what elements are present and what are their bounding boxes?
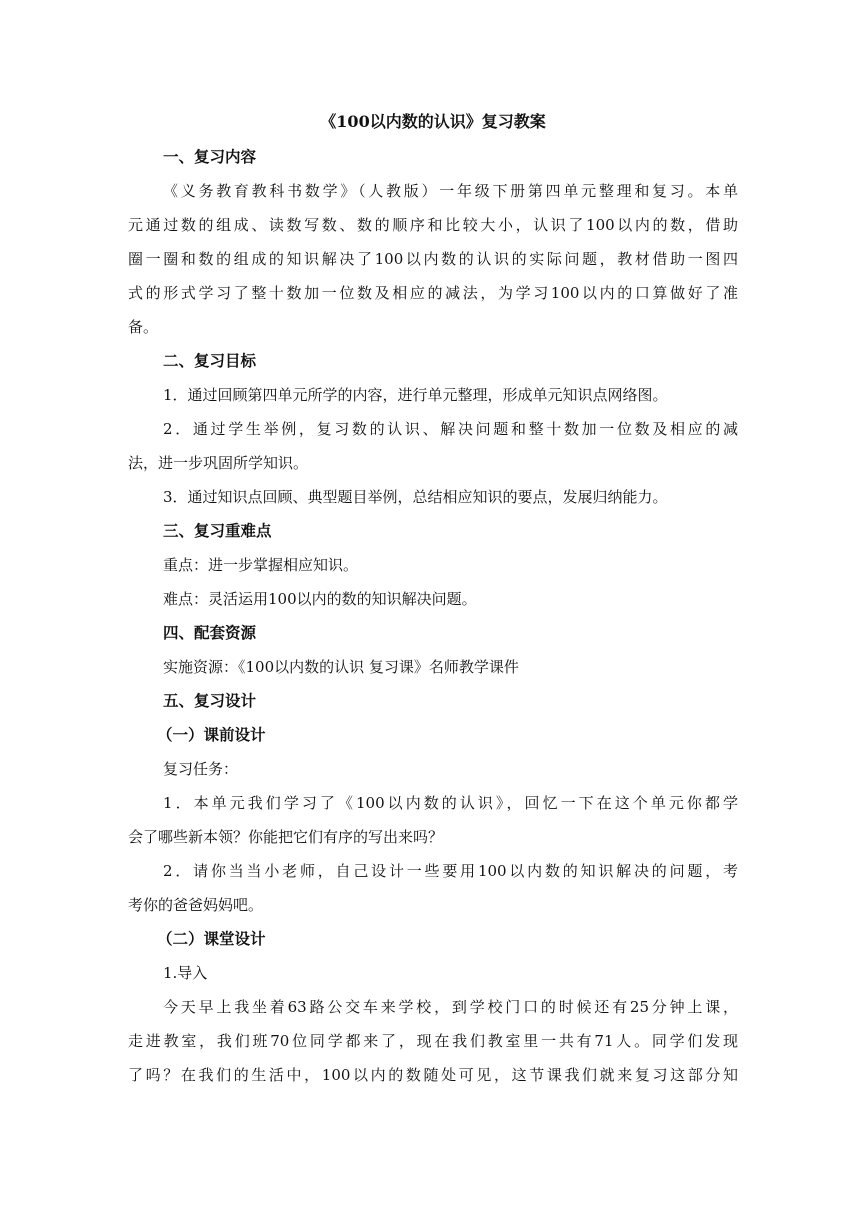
paragraph-line: 式的形式学习了整十数加一位数及相应的减法，为学习100以内的口算做好了准 (128, 284, 738, 302)
section-heading-content: 一、复习内容 (163, 147, 257, 166)
section-heading-design: 五、复习设计 (163, 691, 257, 710)
intro-label: 1.导入 (163, 964, 208, 982)
goal-line: 2．通过学生举例，复习数的认识、解决问题和整十数加一位数及相应的减 (163, 420, 738, 438)
key-point-line: 重点：进一步掌握相应知识。 (163, 556, 359, 574)
task-label: 复习任务： (163, 760, 239, 778)
task-line: 1．本单元我们学习了《100以内数的认识》，回忆一下在这个单元你都学 (163, 794, 738, 812)
document-title: 《100以内数的认识》复习教案 (320, 112, 546, 131)
subsection-heading-in-class: （二）课堂设计 (157, 929, 266, 948)
difficult-point-line: 难点：灵活运用100以内的数的知识解决问题。 (163, 590, 477, 608)
intro-line: 了吗？在我们的生活中，100以内的数随处可见，这节课我们就来复习这部分知 (128, 1066, 738, 1084)
document-body (128, 108, 738, 1092)
task-item-1 (128, 786, 738, 854)
goal-item-1 (128, 378, 738, 412)
goal-line: 3．通过知识点回顾、典型题目举例，总结相应知识的要点，发展归纳能力。 (163, 488, 668, 506)
task-line: 考你的爸爸妈妈吧。 (128, 896, 264, 914)
goal-line: 1．通过回顾第四单元所学的内容，进行单元整理，形成单元知识点网络图。 (163, 386, 668, 404)
section-heading-resources: 四、配套资源 (163, 623, 257, 642)
paragraph-line: 备。 (128, 318, 159, 336)
goal-line: 法，进一步巩固所学知识。 (128, 454, 309, 472)
paragraph-line: 元通过数的组成、读数写数、数的顺序和比较大小，认识了100以内的数，借助 (128, 216, 738, 234)
task-line: 会了哪些新本领？你能把它们有序的写出来吗？ (128, 828, 444, 846)
task-line: 2．请你当当小老师，自己设计一些要用100以内数的知识解决的问题，考 (163, 862, 738, 880)
task-item-2 (128, 854, 738, 922)
intro-line: 今天早上我坐着63路公交车来学校，到学校门口的时候还有25分钟上课， (163, 998, 738, 1016)
goal-item-3 (128, 480, 738, 514)
section-content-paragraph (128, 174, 738, 344)
section-heading-goals: 二、复习目标 (163, 351, 257, 370)
intro-line: 走进教室，我们班70位同学都来了，现在我们教室里一共有71人。同学们发现 (128, 1032, 738, 1050)
goal-item-2 (128, 412, 738, 480)
paragraph-line: 圈一圈和数的组成的知识解决了100以内数的认识的实际问题，教材借助一图四 (128, 250, 738, 268)
intro-paragraph (128, 990, 738, 1092)
section-heading-key-points: 三、复习重难点 (163, 521, 272, 540)
resource-line: 实施资源：《100以内数的认识 复习课》名师教学课件 (163, 658, 519, 676)
paragraph-line: 《义务教育教科书数学》（人教版）一年级下册第四单元整理和复习。本单 (163, 182, 738, 200)
subsection-heading-pre-class: （一）课前设计 (157, 725, 266, 744)
